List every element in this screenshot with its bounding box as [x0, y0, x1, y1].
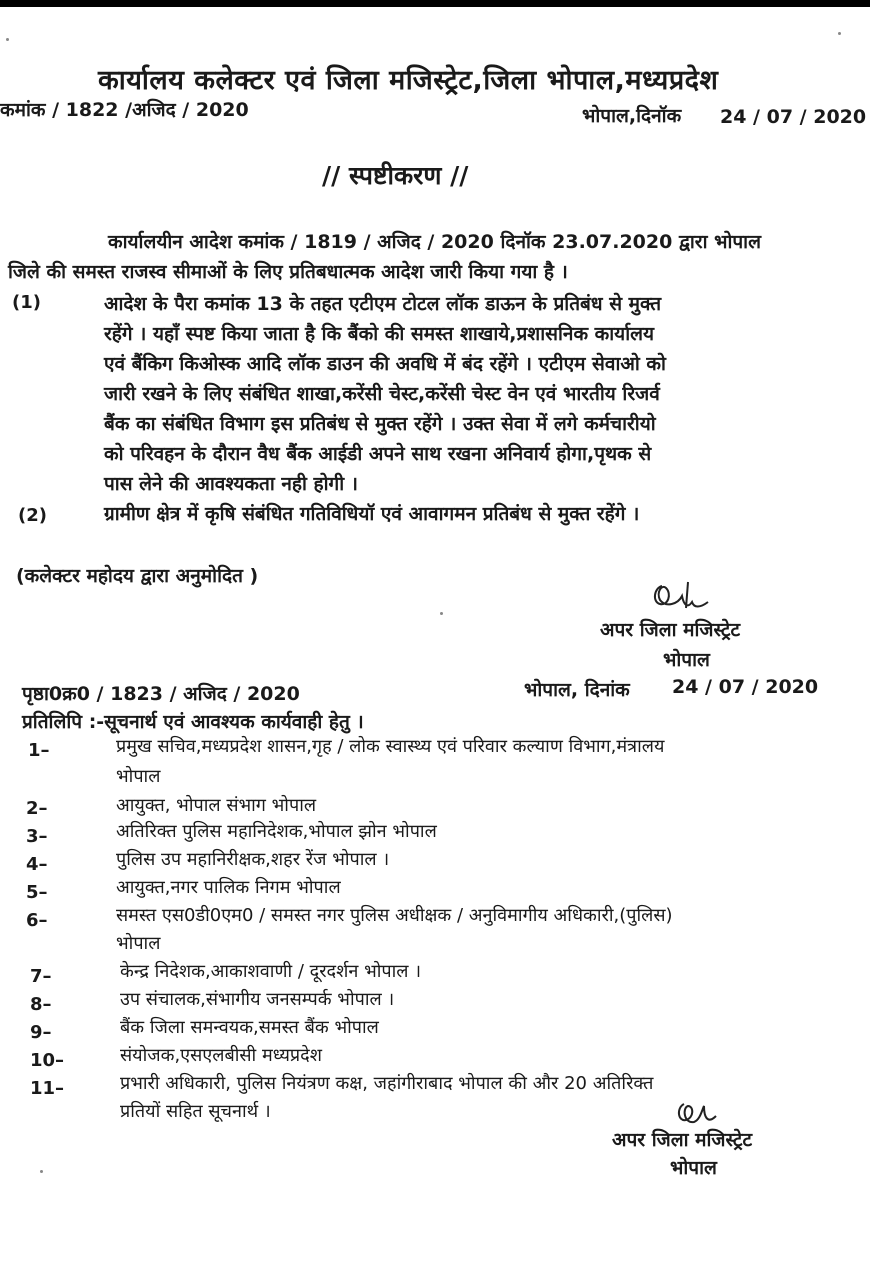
copy-recipient: प्रतियों सहित सूचनार्थ । — [120, 1101, 271, 1122]
scan-speck — [40, 1170, 43, 1173]
intro-line-1: कार्यालयीन आदेश कमांक / 1819 / अजिद / 2020 दिनॉक 23.07.2020 द्वारा भोपाल — [108, 231, 761, 253]
copy-number: 8– — [30, 994, 52, 1015]
scan-speck — [838, 32, 841, 35]
copy-recipient: उप संचालक,संभागीय जनसम्पर्क भोपाल । — [120, 989, 395, 1010]
place-date-label: भोपाल,दिनॉक — [582, 105, 682, 127]
endorsement-place-date: भोपाल, दिनांक — [524, 679, 630, 701]
scan-speck — [6, 38, 9, 41]
copy-number: 7– — [30, 966, 52, 987]
point-1-line: एवं बैंकिग किओस्क आदि लॉक डाउन की अवधि में बंद रहेंगे । एटीएम सेवाओ को — [104, 353, 666, 375]
copy-recipient: पुलिस उप महानिरीक्षक,शहर रेंज भोपाल । — [116, 849, 390, 870]
top-border — [0, 0, 870, 7]
copy-recipient: प्रमुख सचिव,मध्यप्रदेश शासन,गृह / लोक स्वास्थ्य एवं परिवार कल्याण विभाग,मंत्रालय — [116, 736, 665, 757]
document-title: // स्पष्टीकरण // — [322, 161, 469, 190]
point-1-line: पास लेने की आवश्यकता नही होगी । — [104, 473, 358, 495]
order-date: 24 / 07 / 2020 — [720, 106, 867, 128]
point-1-line: आदेश के पैरा कमांक 13 के तहत एटीएम टोटल लॉक डाऊन के प्रतिबंध से मुक्त — [104, 293, 662, 315]
copy-number: 10– — [30, 1050, 65, 1071]
copy-number: 11– — [30, 1078, 65, 1099]
copy-number: 6– — [26, 910, 48, 931]
signatory-designation: अपर जिला मजिस्ट्रेट — [600, 619, 741, 641]
copy-number: 9– — [30, 1022, 52, 1043]
copy-recipient: भोपाल — [116, 766, 161, 787]
copy-number: 5– — [26, 882, 48, 903]
office-heading: कार्यालय कलेक्टर एवं जिला मजिस्ट्रेट,जिला भोपाल,मध्यप्रदेश — [98, 65, 719, 96]
point-1-line: जारी रखने के लिए संबंधित शाखा,करेंसी चेस्ट,करेंसी चेस्ट वेन एवं भारतीय रिजर्व — [104, 383, 660, 405]
signatory-place: भोपाल — [670, 1157, 717, 1179]
approval-note: (कलेक्टर महोदय द्वारा अनुमोदित ) — [16, 565, 259, 587]
copy-recipient: केन्द्र निदेशक,आकाशवाणी / दूरदर्शन भोपाल । — [120, 961, 422, 982]
signature-mark — [648, 578, 718, 616]
point-number: (1) — [12, 292, 41, 313]
copy-recipient: आयुक्त, भोपाल संभाग भोपाल — [116, 795, 317, 816]
copy-recipient: संयोजक,एसएलबीसी मध्यप्रदेश — [120, 1045, 322, 1066]
copy-recipient: भोपाल — [116, 933, 161, 954]
copy-recipient: अतिरिक्त पुलिस महानिदेशक,भोपाल झोन भोपाल — [116, 821, 437, 842]
copy-recipient: आयुक्त,नगर पालिक निगम भोपाल — [116, 877, 341, 898]
copy-recipient: प्रभारी अधिकारी, पुलिस नियंत्रण कक्ष, जहांगीराबाद भोपाल की और 20 अतिरिक्त — [120, 1073, 654, 1094]
point-1-line: को परिवहन के दौरान वैध बैंक आईडी अपने साथ रखना अनिवार्य होगा,पृथक से — [104, 443, 652, 465]
scan-speck — [440, 612, 443, 615]
endorsement-date: 24 / 07 / 2020 — [672, 676, 819, 698]
point-1-line: रहेंगे । यहाँ स्पष्ट किया जाता है कि बैंको की समस्त शाखाये,प्रशासनिक कार्यालय — [104, 323, 655, 345]
endorsement-ref: पृष्ठा0क्र0 / 1823 / अजिद / 2020 — [22, 683, 300, 705]
signatory-designation: अपर जिला मजिस्ट्रेट — [612, 1129, 753, 1151]
copy-recipient: बैंक जिला समन्वयक,समस्त बैंक भोपाल — [120, 1017, 379, 1038]
copy-number: 1– — [28, 740, 50, 761]
signatory-place: भोपाल — [663, 649, 710, 671]
copy-recipient: समस्त एस0डी0एम0 / समस्त नगर पुलिस अधीक्षक / अनुविमागीय अधिकारी,(पुलिस) — [116, 905, 673, 926]
point-1-line: बैंक का संबंधित विभाग इस प्रतिबंध से मुक्त रहेंगे । उक्त सेवा में लगे कर्मचारीयो — [104, 413, 656, 435]
copy-number: 2– — [26, 798, 48, 819]
order-number: कमांक / 1822 /अजिद / 2020 — [0, 99, 249, 121]
point-2-line: ग्रामीण क्षेत्र में कृषि संबंधित गतिविधियॉ एवं आवागमन प्रतिबंध से मुक्त रहेंगे । — [104, 503, 640, 525]
copy-number: 3– — [26, 826, 48, 847]
copy-to-heading: प्रतिलिपि :-सूचनार्थ एवं आवश्यक कार्यवाही हेतु । — [22, 711, 364, 733]
copy-number: 4– — [26, 854, 48, 875]
intro-line-2: जिले की समस्त राजस्व सीमाओं के लिए प्रतिबधात्मक आदेश जारी किया गया है । — [8, 261, 568, 283]
point-number: (2) — [18, 505, 47, 526]
